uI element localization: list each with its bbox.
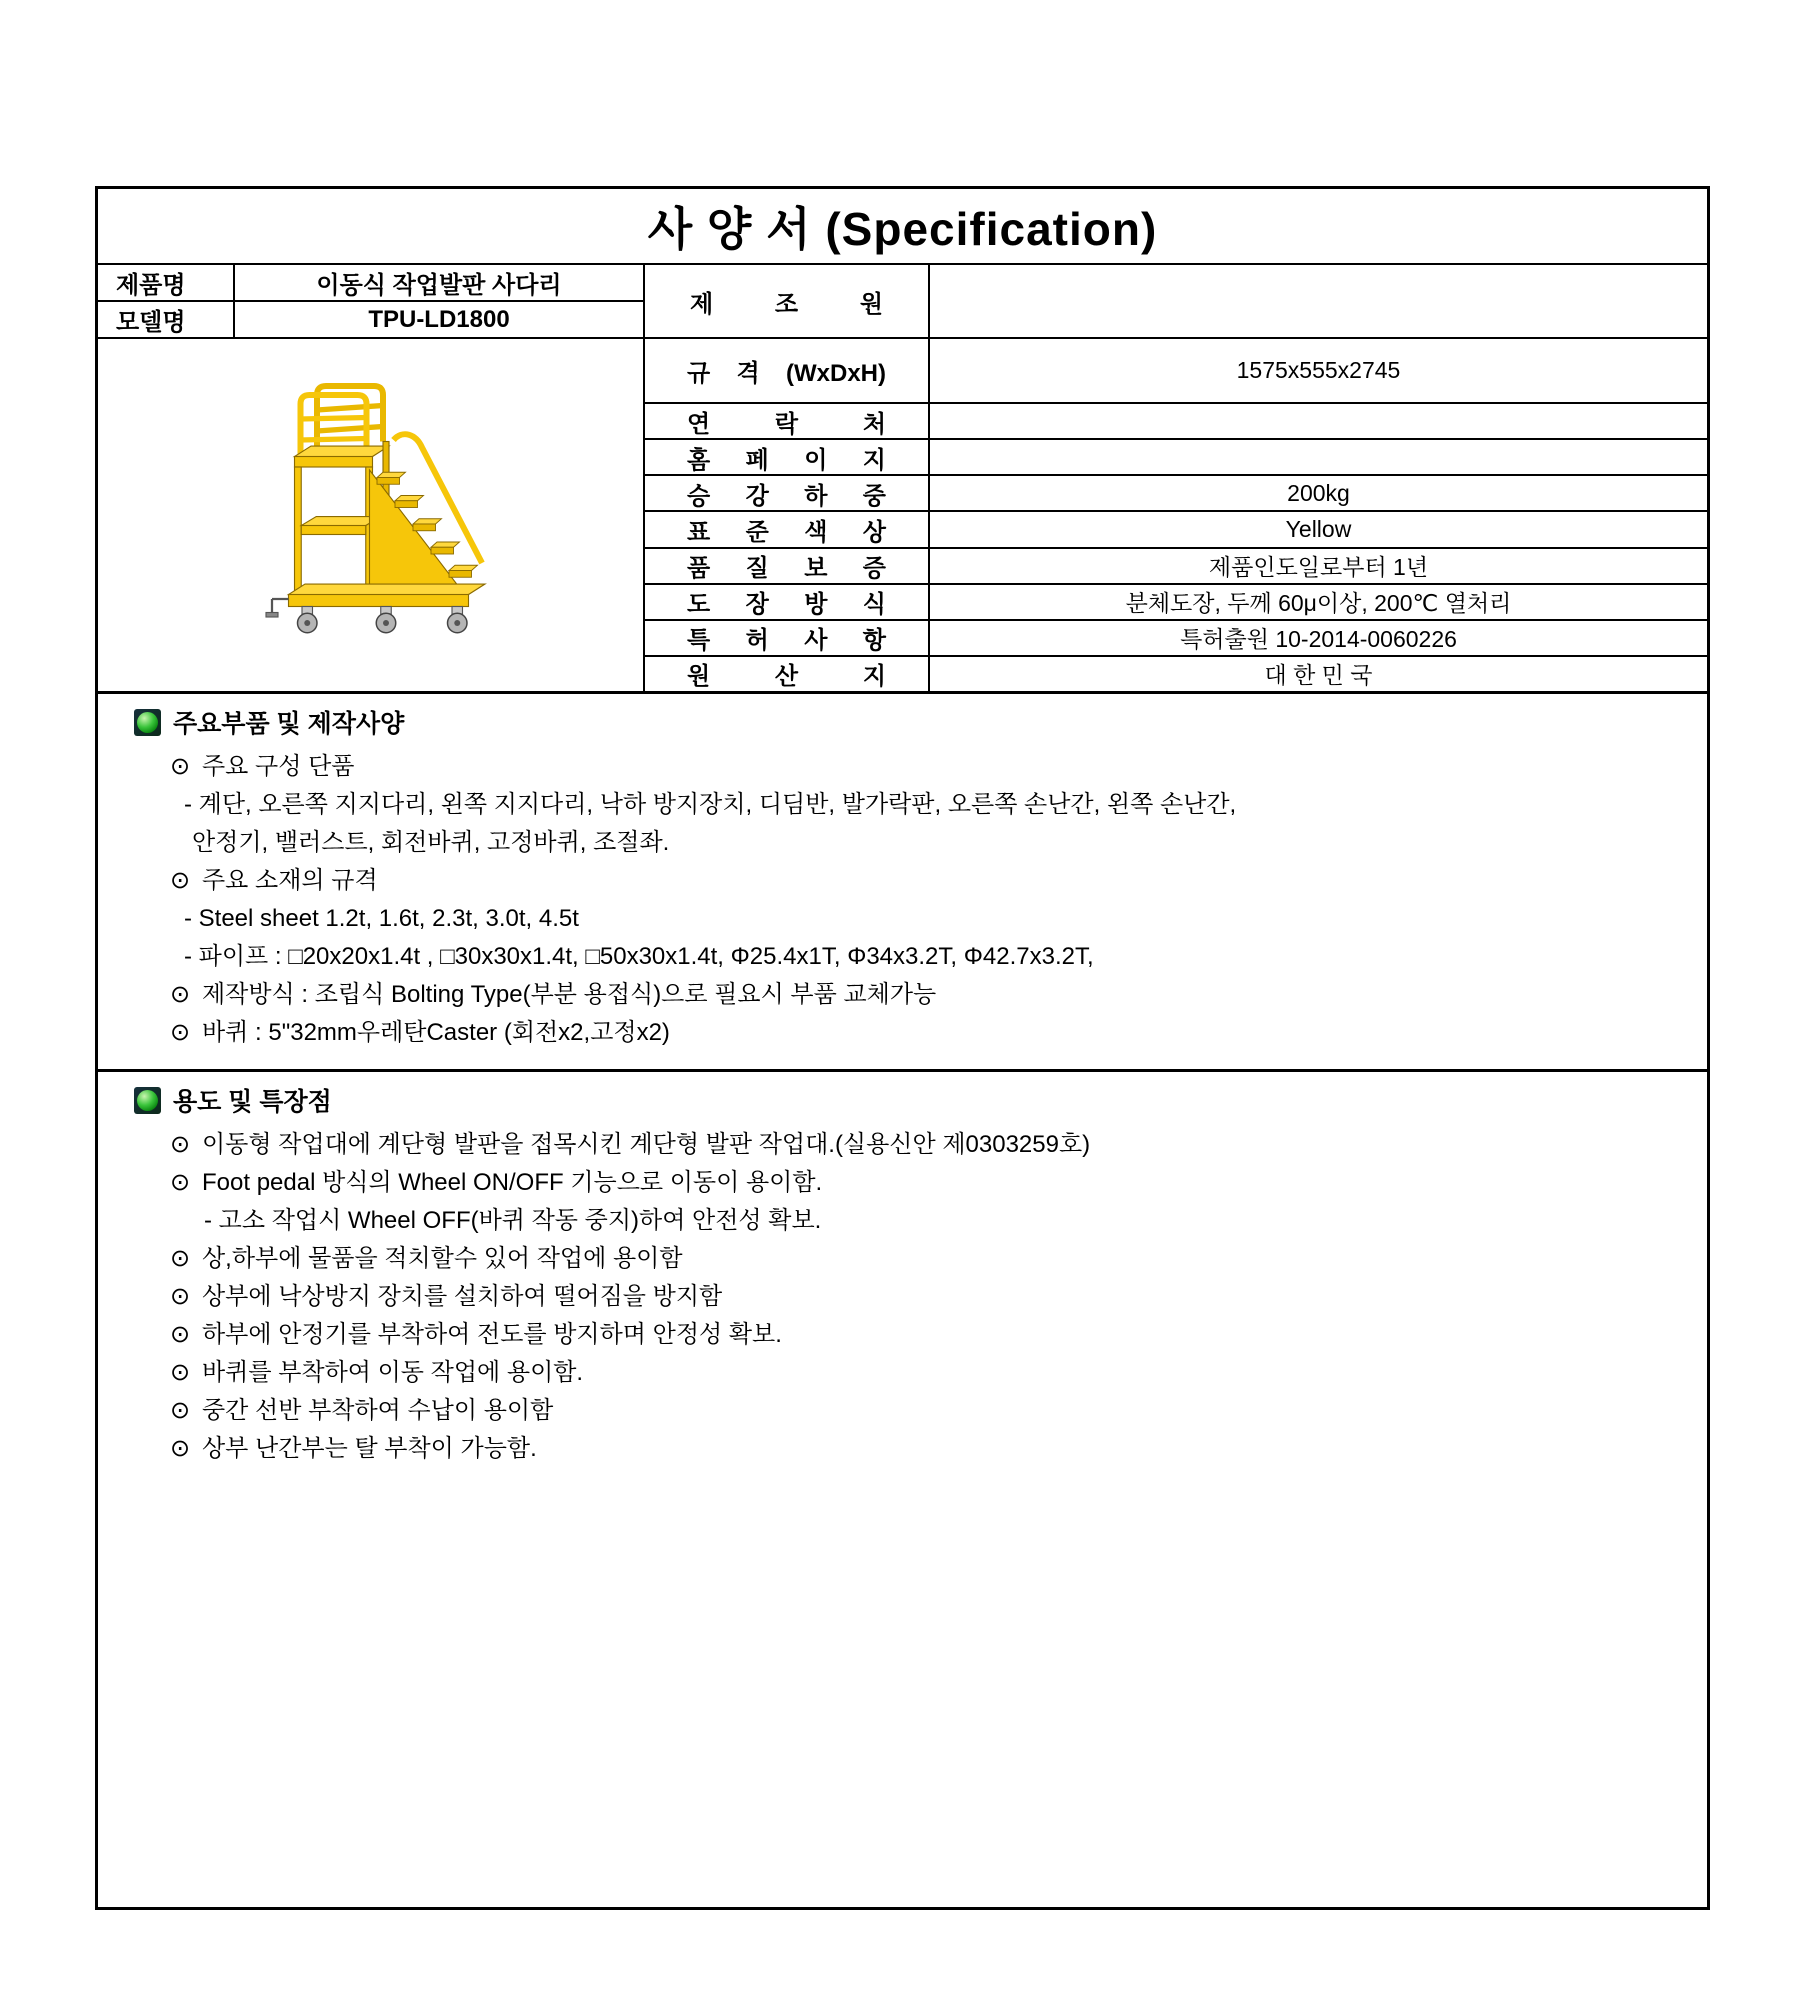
spec-row <box>645 549 1707 585</box>
spec-value <box>930 440 1707 474</box>
section1-body <box>98 742 1707 1052</box>
spec-value: Yellow <box>1285 515 1352 542</box>
list-item <box>170 1014 1679 1052</box>
spec-label-text: 규 격 (WxDxH) <box>687 360 886 388</box>
bullet-icon: ⊙ <box>170 1283 191 1310</box>
list-item <box>170 1316 1679 1354</box>
spec-row <box>645 404 1707 440</box>
spec-value: 대 한 민 국 <box>1264 662 1373 689</box>
spec-value: 200kg <box>1287 479 1350 506</box>
bullet-icon: ⊙ <box>170 867 191 894</box>
list-item-text: 상,하부에 물품을 적치할수 있어 작업에 용이함 <box>202 1245 683 1272</box>
list-item-text: 바퀴 : 5"32mm우레탄Caster (회전x2,고정x2) <box>202 1019 670 1046</box>
spec-row <box>645 657 1707 691</box>
spec-row <box>645 621 1707 657</box>
list-item-text: 상부에 낙상방지 장치를 설치하여 떨어짐을 방지함 <box>202 1283 723 1310</box>
list-item <box>170 862 1679 900</box>
bullet-icon: ⊙ <box>170 1245 191 1272</box>
spec-value: 1575x555x2745 <box>1236 357 1401 384</box>
spec-label <box>645 339 930 402</box>
list-item <box>170 1430 1679 1468</box>
spec-label-text: 표 준 색 상 <box>687 519 886 546</box>
section-usage-and-features <box>98 1072 1707 1907</box>
list-item <box>170 1278 1679 1316</box>
bullet-icon: ⊙ <box>170 981 191 1008</box>
model-name-value: TPU-LD1800 <box>235 302 645 337</box>
spec-row <box>645 585 1707 621</box>
spec-label-text: 특 허 사 항 <box>687 627 886 655</box>
bullet-icon: ⊙ <box>170 1359 191 1386</box>
bullet-icon: ⊙ <box>170 1131 191 1158</box>
spec-label-text: 연 락 처 <box>687 410 886 438</box>
list-item <box>170 748 1679 786</box>
page-title: 사 양 서 (Specification) <box>98 189 1707 265</box>
leveling-foot <box>266 599 289 617</box>
list-item <box>170 938 1679 976</box>
list-item <box>170 824 1679 862</box>
product-image-cell <box>98 339 645 691</box>
casters <box>297 607 467 633</box>
spec-label-text: 도 장 방 식 <box>687 591 886 619</box>
green-ball-icon <box>134 1087 161 1114</box>
green-ball-icon <box>134 709 161 736</box>
spec-row <box>645 339 1707 404</box>
section2-body <box>98 1120 1707 1468</box>
list-item <box>170 1126 1679 1164</box>
spec-value <box>930 404 1707 438</box>
list-item-text: 주요 구성 단품 <box>202 753 355 780</box>
bullet-icon: ⊙ <box>170 1169 191 1196</box>
spec-row <box>645 512 1707 548</box>
bullet-icon: ⊙ <box>170 1321 191 1348</box>
list-item-text: 주요 소재의 규격 <box>202 867 378 894</box>
product-name-label: 제품명 <box>98 265 235 302</box>
maker-label <box>645 265 930 337</box>
bullet-icon: ⊙ <box>170 1019 191 1046</box>
spec-label <box>645 512 930 546</box>
list-item-text: 상부 난간부는 탈 부착이 가능함. <box>202 1435 537 1462</box>
list-item <box>170 1392 1679 1430</box>
green-ball <box>137 1090 158 1111</box>
spec-row <box>645 476 1707 512</box>
list-item <box>170 900 1679 938</box>
bottom-base <box>288 584 485 607</box>
spec-label <box>645 440 930 474</box>
spec-label <box>645 404 930 438</box>
list-item <box>170 1354 1679 1392</box>
spec-value: 특허출원 10-2014-0060226 <box>1180 626 1457 653</box>
spec-label-text: 품 질 보 증 <box>687 555 886 583</box>
spec-value: 분체도장, 두께 60μ이상, 200℃ 열처리 <box>1125 590 1512 617</box>
list-item-text: 중간 선반 부착하여 수납이 용이함 <box>202 1397 554 1424</box>
list-item <box>170 1202 1679 1240</box>
list-item-text: - 고소 작업시 Wheel OFF(바퀴 작동 중지)하여 안전성 확보. <box>204 1207 822 1234</box>
spec-label <box>645 657 930 691</box>
top-platform <box>294 446 389 467</box>
section1-title: 주요부품 및 제작사양 <box>173 710 405 738</box>
spec-label <box>645 549 930 583</box>
section2-title: 용도 및 특장점 <box>173 1088 332 1116</box>
model-name-label: 모델명 <box>98 302 235 337</box>
list-item-text: Foot pedal 방식의 Wheel ON/OFF 기능으로 이동이 용이함. <box>202 1169 823 1196</box>
list-item-text: 이동형 작업대에 계단형 발판을 접목시킨 계단형 발판 작업대.(실용신안 제0303259호) <box>202 1131 1091 1158</box>
spec-table <box>645 339 1707 691</box>
list-item-text: 안정기, 밸러스트, 회전바퀴, 고정바퀴, 조절좌. <box>192 829 670 856</box>
spec-value: 제품인도일로부터 1년 <box>1208 554 1429 581</box>
maker-value <box>930 265 1707 337</box>
spec-row <box>645 440 1707 476</box>
list-item-text: 제작방식 : 조립식 Bolting Type(부분 용접식)으로 필요시 부품 교체가능 <box>202 981 937 1008</box>
spec-label-text: 승 강 하 중 <box>687 482 886 510</box>
spec-label-text: 원 산 지 <box>687 663 886 691</box>
bullet-icon: ⊙ <box>170 753 191 780</box>
list-item-text: - 계단, 오른쪽 지지다리, 왼쪽 지지다리, 낙하 방지장치, 디딤반, 발가락판, 오른쪽 손난간, 왼쪽 손난간, <box>184 791 1237 818</box>
section-parts-and-specs <box>98 694 1707 1072</box>
green-ball <box>137 712 158 733</box>
list-item <box>170 1164 1679 1202</box>
list-item <box>170 976 1679 1014</box>
list-item-text: - Steel sheet 1.2t, 1.6t, 2.3t, 3.0t, 4.5t <box>184 905 579 932</box>
list-item <box>170 1240 1679 1278</box>
spec-label <box>645 621 930 655</box>
product-ladder-illustration <box>206 345 536 685</box>
header-table <box>98 265 1707 339</box>
bullet-icon: ⊙ <box>170 1435 191 1462</box>
list-item-text: 바퀴를 부착하여 이동 작업에 용이함. <box>202 1359 584 1386</box>
section1-header <box>98 694 1707 742</box>
spec-label-text: 홈 페 이 지 <box>687 446 886 474</box>
spec-label <box>645 585 930 619</box>
list-item-text: - 파이프 : □20x20x1.4t , □30x30x1.4t, □50x30x1.4t, Φ25.4x1T, Φ34x3.2T, Φ42.7x3.2T, <box>184 943 1094 970</box>
maker-label-text: 제 조 원 <box>690 290 883 318</box>
bullet-icon: ⊙ <box>170 1397 191 1424</box>
product-name-value: 이동식 작업발판 사다리 <box>235 265 645 302</box>
list-item-text: 하부에 안정기를 부착하여 전도를 방지하며 안정성 확보. <box>202 1321 782 1348</box>
main-band <box>98 339 1707 694</box>
spec-document <box>95 186 1710 1910</box>
list-item <box>170 786 1679 824</box>
spec-label <box>645 476 930 510</box>
section2-header <box>98 1072 1707 1120</box>
